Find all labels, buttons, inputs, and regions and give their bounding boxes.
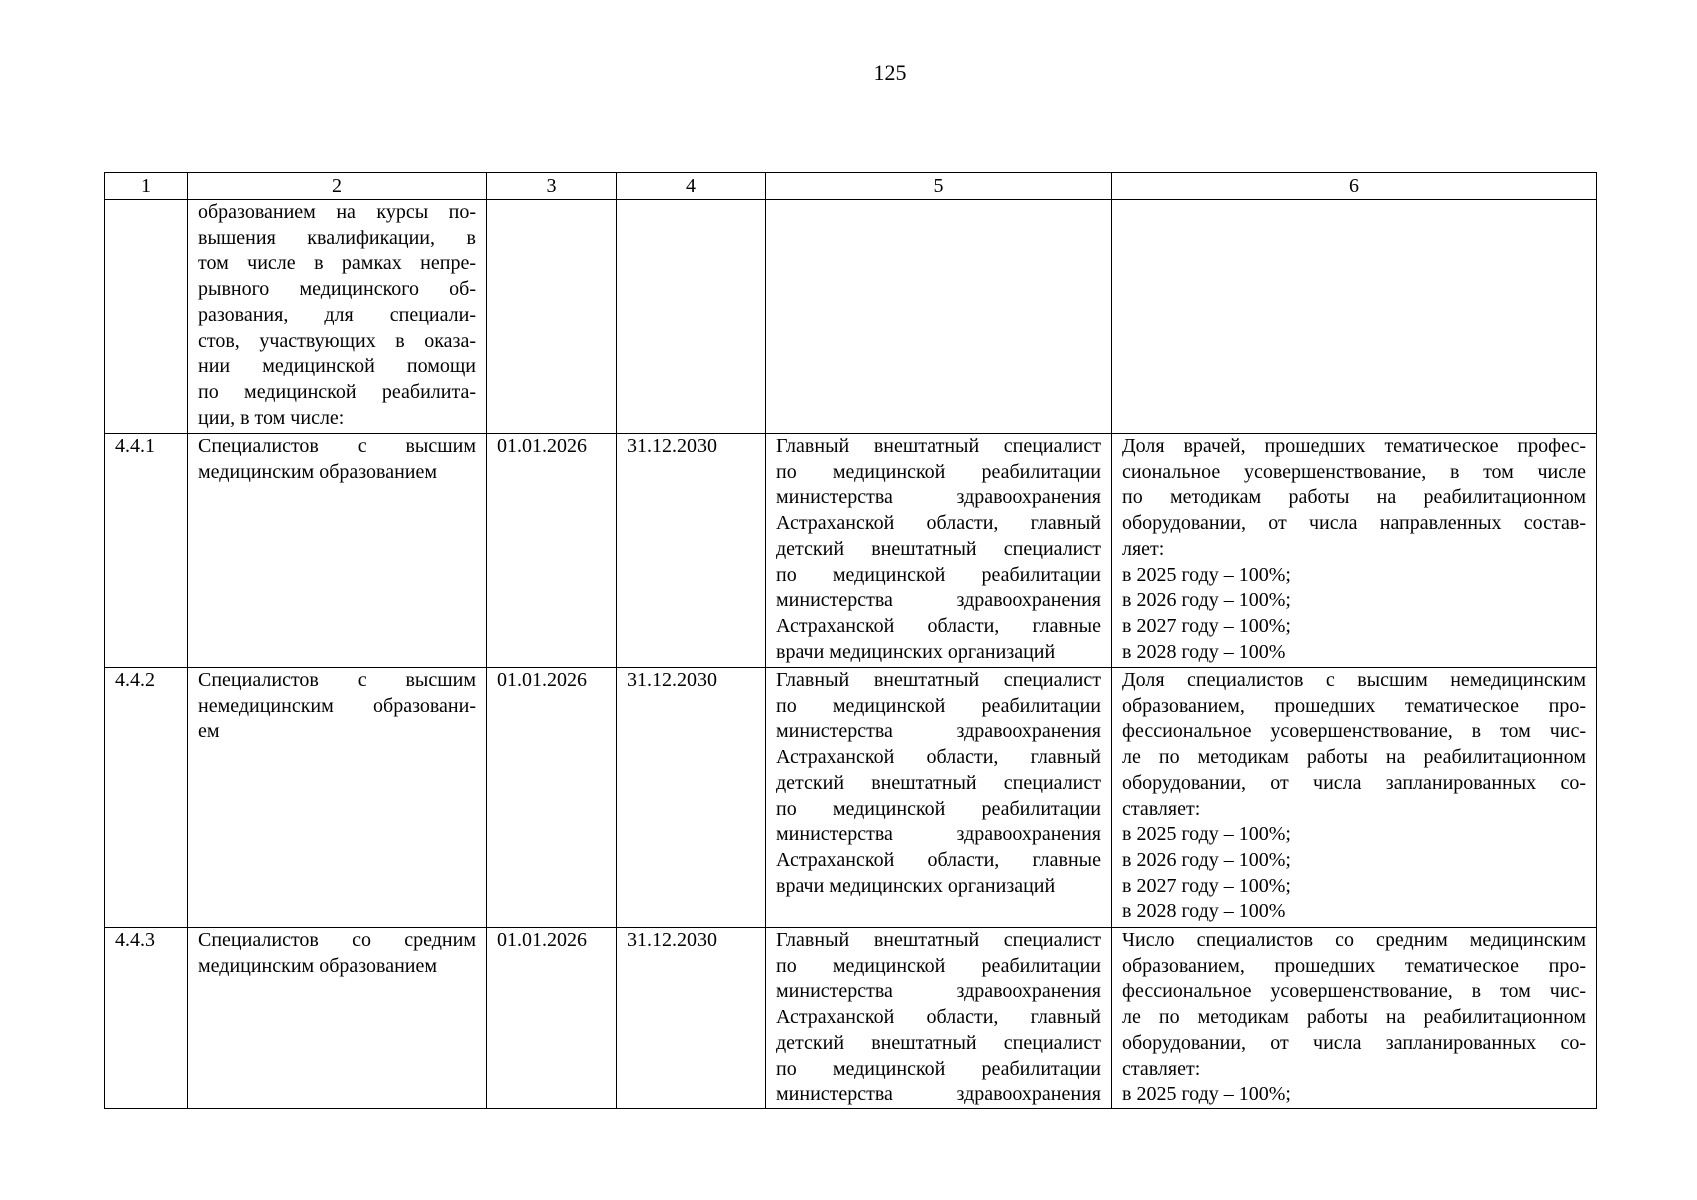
start-date-cell: 01.01.2026: [487, 928, 617, 1109]
text-line: по методикам работы на реабилитационном: [1122, 486, 1586, 509]
text-line: министерства здравоохранения: [776, 980, 1101, 1003]
end-date-cell: [617, 200, 766, 434]
text-line: оборудовании, от числа запланированных со-: [1122, 771, 1586, 794]
text-line: по медицинской реабилитации: [776, 954, 1101, 977]
header-row: [105, 173, 1597, 200]
responsible-cell: [766, 928, 1112, 1109]
text-line: по медицинской реабилитации: [776, 563, 1101, 586]
text-line: Доля специалистов с высшим немедицинским: [1122, 669, 1586, 691]
text-line: в 2028 году – 100%: [1122, 640, 1286, 663]
text-line: немедицинским образовани-: [198, 694, 476, 717]
text-line: ляет:: [1122, 537, 1165, 560]
text-line: министерства здравоохранения: [776, 1083, 1101, 1106]
text-line: ле по методикам работы на реабилитационном: [1122, 1006, 1586, 1029]
column-header: 5: [766, 173, 1112, 200]
text-line: в 2025 году – 100%;: [1122, 823, 1291, 846]
row-number-cell: 4.4.1: [105, 434, 188, 668]
text-line: в 2027 году – 100%;: [1122, 614, 1291, 637]
result-cell: [1112, 200, 1597, 434]
text-line: по медицинской реабилитации: [776, 1057, 1101, 1080]
text-line: ставляет:: [1122, 1057, 1201, 1080]
text-line: по медицинской реабилита-: [198, 380, 476, 403]
text-line: стов, участвующих в оказа-: [198, 329, 476, 352]
text-line: Астраханской области, главные: [776, 614, 1101, 637]
text-line: образованием, прошедших тематическое про-: [1122, 954, 1586, 977]
text-line: министерства здравоохранения: [776, 486, 1101, 509]
measure-name-cell: [188, 668, 487, 928]
table-row: [105, 668, 1597, 928]
measure-name-cell: [188, 200, 487, 434]
end-date-cell: 31.12.2030: [617, 668, 766, 928]
column-header: 2: [188, 173, 487, 200]
text-line: детский внештатный специалист: [776, 537, 1101, 560]
responsible-cell: [766, 668, 1112, 928]
text-line: рывного медицинского об-: [198, 278, 476, 301]
text-line: Астраханской области, главный: [776, 512, 1101, 535]
text-line: детский внештатный специалист: [776, 771, 1101, 794]
row-number-cell: 4.4.3: [105, 928, 188, 1109]
column-header: 3: [487, 173, 617, 200]
result-cell: [1112, 928, 1597, 1109]
column-header: 1: [105, 173, 188, 200]
row-number-cell: [105, 200, 188, 434]
text-line: Специалистов с высшим: [198, 669, 476, 691]
text-line: министерства здравоохранения: [776, 823, 1101, 846]
text-line: в 2025 году – 100%;: [1122, 1083, 1291, 1106]
measure-name-cell: [188, 434, 487, 668]
responsible-cell: [766, 200, 1112, 434]
measure-name-cell: [188, 928, 487, 1109]
text-line: оборудовании, от числа направленных состав-: [1122, 512, 1586, 535]
text-line: разования, для специали-: [198, 303, 476, 326]
text-line: вышения квалификации, в: [198, 226, 476, 249]
text-line: том числе в рамках непре-: [198, 252, 476, 275]
start-date-cell: 01.01.2026: [487, 668, 617, 928]
text-line: врачи медицинских организаций: [776, 874, 1056, 897]
result-cell: [1112, 434, 1597, 668]
text-line: ции, в том числе:: [198, 406, 345, 429]
responsible-cell: [766, 434, 1112, 668]
text-line: детский внештатный специалист: [776, 1031, 1101, 1054]
start-date-cell: [487, 200, 617, 434]
result-cell: [1112, 668, 1597, 928]
row-number-cell: 4.4.2: [105, 668, 188, 928]
column-header: 4: [617, 173, 766, 200]
text-line: Число специалистов со средним медицинским: [1122, 929, 1586, 951]
table-row: [105, 434, 1597, 668]
start-date-cell: 01.01.2026: [487, 434, 617, 668]
text-line: медицинским образованием: [198, 954, 438, 977]
text-line: оборудовании, от числа запланированных со-: [1122, 1031, 1586, 1054]
text-line: по медицинской реабилитации: [776, 694, 1101, 717]
end-date-cell: 31.12.2030: [617, 434, 766, 668]
text-line: образованием, прошедших тематическое про-: [1122, 694, 1586, 717]
text-line: Главный внештатный специалист: [776, 669, 1101, 691]
text-line: фессиональное усовершенствование, в том чис-: [1122, 720, 1586, 743]
text-line: в 2027 году – 100%;: [1122, 874, 1291, 897]
text-line: сиональное усовершенствование, в том числе: [1122, 460, 1586, 483]
text-line: нии медицинской помощи: [198, 355, 476, 378]
text-line: образованием на курсы по-: [198, 201, 476, 223]
text-line: в 2026 году – 100%;: [1122, 848, 1291, 871]
column-header: 6: [1112, 173, 1597, 200]
end-date-cell: 31.12.2030: [617, 928, 766, 1109]
text-line: в 2025 году – 100%;: [1122, 563, 1291, 586]
text-line: врачи медицинских организаций: [776, 640, 1056, 663]
text-line: медицинским образованием: [198, 460, 438, 483]
measures-table: [104, 172, 1597, 1109]
text-line: министерства здравоохранения: [776, 720, 1101, 743]
text-line: Астраханской области, главный: [776, 746, 1101, 769]
table-row: [105, 928, 1597, 1109]
text-line: фессиональное усовершенствование, в том чис-: [1122, 980, 1586, 1003]
text-line: в 2028 году – 100%: [1122, 900, 1286, 923]
continuation-row: [105, 200, 1597, 434]
text-line: Главный внештатный специалист: [776, 929, 1101, 951]
text-line: Астраханской области, главные: [776, 848, 1101, 871]
text-line: ставляет:: [1122, 797, 1201, 820]
text-line: министерства здравоохранения: [776, 589, 1101, 612]
text-line: Астраханской области, главный: [776, 1006, 1101, 1029]
text-line: в 2026 году – 100%;: [1122, 589, 1291, 612]
text-line: Главный внештатный специалист: [776, 435, 1101, 457]
text-line: Специалистов с высшим: [198, 435, 476, 457]
text-line: Специалистов со средним: [198, 929, 476, 951]
text-line: ем: [198, 720, 220, 743]
text-line: Доля врачей, прошедших тематическое профес-: [1122, 435, 1586, 457]
text-line: по медицинской реабилитации: [776, 460, 1101, 483]
text-line: ле по методикам работы на реабилитационном: [1122, 746, 1586, 769]
text-line: по медицинской реабилитации: [776, 797, 1101, 820]
page-number: 125: [873, 60, 907, 85]
